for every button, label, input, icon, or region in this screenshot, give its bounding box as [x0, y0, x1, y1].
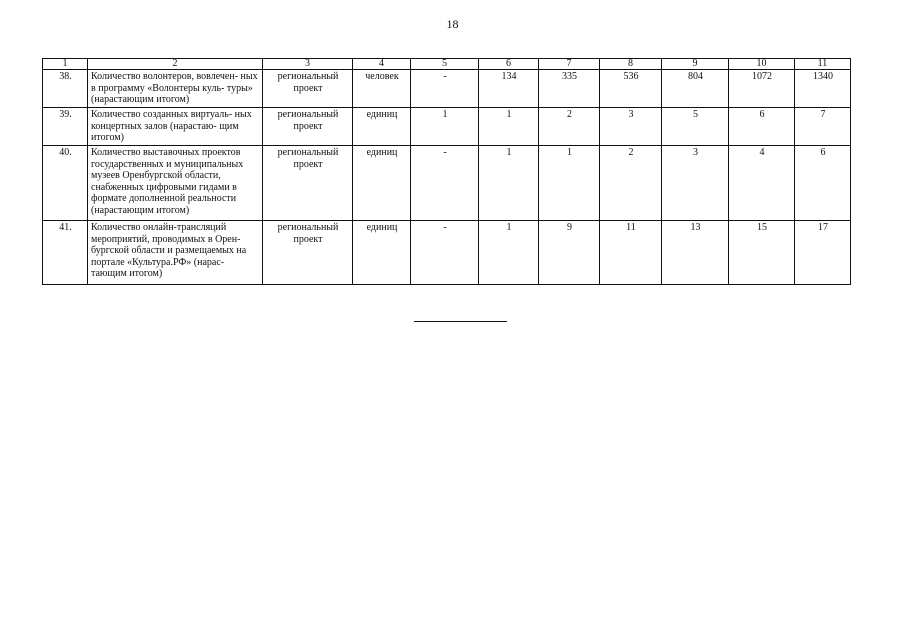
- indicator-name: Количество выставочных проектов государственных и муниципальных музеев Оренбургской области, снабженных цифровыми гидами в формате дополненной реальности (нарастающим итогом): [88, 146, 263, 221]
- indicator-unit: человек: [353, 70, 411, 108]
- column-header: 3: [263, 59, 353, 70]
- indicator-value: 13: [662, 221, 729, 285]
- indicator-value: 1: [411, 108, 479, 146]
- indicator-name: Количество волонтеров, вовлечен- ных в программу «Волонтеры куль- туры» (нарастающим итогом): [88, 70, 263, 108]
- column-header: 7: [539, 59, 600, 70]
- indicator-value: 536: [600, 70, 662, 108]
- column-header: 10: [729, 59, 795, 70]
- indicator-type: региональный проект: [263, 146, 353, 221]
- indicator-value: -: [411, 70, 479, 108]
- table-row: [43, 108, 851, 146]
- column-header: 5: [411, 59, 479, 70]
- indicator-value: 1: [479, 221, 539, 285]
- indicator-unit: единиц: [353, 108, 411, 146]
- row-number: 40.: [43, 146, 88, 221]
- table-row: [43, 70, 851, 108]
- indicator-value: 17: [795, 221, 851, 285]
- column-header: 8: [600, 59, 662, 70]
- indicator-value: 1: [479, 108, 539, 146]
- indicator-value: 335: [539, 70, 600, 108]
- column-header: 4: [353, 59, 411, 70]
- indicator-value: 6: [729, 108, 795, 146]
- indicator-name: Количество онлайн-трансляций мероприятий, проводимых в Орен- бургской области и размещаемых на портале «Культура.РФ» (нарас- тающим итогом): [88, 221, 263, 285]
- indicator-type: региональный проект: [263, 221, 353, 285]
- column-header: 6: [479, 59, 539, 70]
- indicator-value: 1340: [795, 70, 851, 108]
- page-number: 18: [446, 17, 459, 31]
- column-header: 11: [795, 59, 851, 70]
- table-row: [43, 146, 851, 221]
- header-row: [43, 59, 851, 70]
- indicator-value: 1072: [729, 70, 795, 108]
- column-header: 2: [88, 59, 263, 70]
- indicator-value: -: [411, 221, 479, 285]
- indicator-value: 5: [662, 108, 729, 146]
- indicator-value: 1: [479, 146, 539, 221]
- row-number: 38.: [43, 70, 88, 108]
- indicator-value: -: [411, 146, 479, 221]
- indicator-value: 4: [729, 146, 795, 221]
- indicator-value: 1: [539, 146, 600, 221]
- table-row: [43, 221, 851, 285]
- indicator-name: Количество созданных виртуаль- ных концертных залов (нарастаю- щим итогом): [88, 108, 263, 146]
- indicator-value: 3: [600, 108, 662, 146]
- indicators-table: [42, 58, 851, 285]
- indicator-value: 2: [539, 108, 600, 146]
- column-header: 9: [662, 59, 729, 70]
- indicator-value: 3: [662, 146, 729, 221]
- indicator-value: 9: [539, 221, 600, 285]
- row-number: 39.: [43, 108, 88, 146]
- indicator-type: региональный проект: [263, 70, 353, 108]
- indicator-value: 7: [795, 108, 851, 146]
- indicator-value: 15: [729, 221, 795, 285]
- indicator-value: 134: [479, 70, 539, 108]
- indicator-value: 804: [662, 70, 729, 108]
- indicator-value: 11: [600, 221, 662, 285]
- row-number: 41.: [43, 221, 88, 285]
- indicator-value: 6: [795, 146, 851, 221]
- indicator-unit: единиц: [353, 146, 411, 221]
- indicator-type: региональный проект: [263, 108, 353, 146]
- indicator-unit: единиц: [353, 221, 411, 285]
- indicator-value: 2: [600, 146, 662, 221]
- separator-line: [414, 321, 507, 322]
- column-header: 1: [43, 59, 88, 70]
